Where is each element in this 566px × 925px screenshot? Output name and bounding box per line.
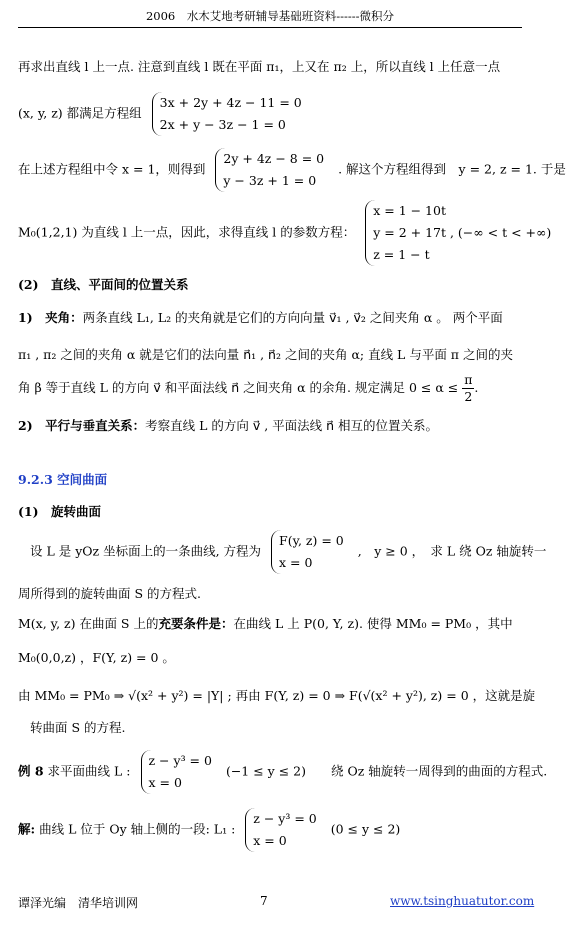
text-span: M₀(1,2,1) 为直线 l 上一点，因此，求得直线 l 的参数方程： bbox=[18, 224, 356, 240]
text-span: 在曲线 L 上 P(0, Y, z). 使得 MM₀ = PM₀ ，其中 bbox=[233, 616, 513, 631]
text-span: 曲线 L 位于 Oy 轴上侧的一段: L₁ : bbox=[39, 821, 236, 837]
equation: 3x + 2y + 4z − 11 = 0 bbox=[159, 95, 302, 110]
fraction bbox=[462, 372, 474, 405]
text-line bbox=[18, 148, 566, 192]
page-number: 7 bbox=[260, 894, 268, 908]
text-line: π₁ , π₂ 之间的夹角 α 就是它们的法向量 n⃗₁ , n⃗₂ 之间的夹角 α; 直线 L 与平面 π 之间的夹 bbox=[18, 347, 513, 362]
equation-system bbox=[245, 808, 320, 852]
text-line bbox=[18, 808, 400, 852]
solution-label: 解: bbox=[18, 821, 36, 837]
text-span: M(x, y, z) 在曲面 S 上的 bbox=[18, 616, 159, 631]
subsection-heading: (2) 直线、平面间的位置关系 bbox=[18, 277, 189, 292]
equation: y − 3z + 1 = 0 bbox=[223, 173, 317, 188]
equation: y = 2 + 17t , (−∞ < t < +∞) bbox=[373, 225, 552, 240]
equation-system bbox=[141, 750, 216, 794]
item-number: 1) bbox=[18, 310, 46, 325]
equation: x = 0 bbox=[279, 555, 313, 570]
text-span: 考察直线 L 的方向 v⃗ , 平面法线 n⃗ 相互的位置关系。 bbox=[145, 418, 439, 433]
text-span: , y ≥ 0 ， 求 L 绕 Oz 轴旋转一 bbox=[357, 543, 547, 559]
equation: x = 0 bbox=[253, 833, 287, 848]
text-span: . 解这个方程组得到 y = 2, z = 1. 于是 bbox=[338, 161, 566, 177]
text-span: 在上述方程组中令 x = 1，则得到 bbox=[18, 161, 206, 177]
text-span: 设 L 是 yOz 坐标面上的一条曲线, 方程为 bbox=[30, 543, 262, 559]
text-span: 两条直线 L₁, L₂ 的夹角就是它们的方向向量 v⃗₁ , v⃗₂ 之间夹角 α 。 两个平面 bbox=[82, 310, 503, 325]
equation: 2y + 4z − 8 = 0 bbox=[223, 151, 325, 166]
text-line: 转曲面 S 的方程. bbox=[30, 720, 126, 735]
text-span: . bbox=[474, 380, 479, 395]
equation: 2x + y − 3z − 1 = 0 bbox=[159, 117, 286, 132]
text-line bbox=[18, 750, 547, 794]
equation-system bbox=[152, 92, 306, 136]
text-line bbox=[30, 530, 546, 574]
item-title: 夹角： bbox=[45, 310, 83, 325]
emphasis: 充要条件是： bbox=[158, 616, 234, 631]
footer-credit: 谭泽光编 清华培训网 bbox=[18, 896, 139, 910]
text-line bbox=[18, 92, 312, 136]
text-line bbox=[18, 308, 503, 326]
text-span: (0 ≤ y ≤ 2) bbox=[330, 821, 401, 837]
section-heading: 9.2.3 空间曲面 bbox=[18, 472, 108, 487]
text-line: M₀(0,0,z) ，F(Y, z) = 0 。 bbox=[18, 650, 175, 665]
equation: x = 1 − 10t bbox=[373, 203, 446, 218]
fraction-numerator: π bbox=[464, 372, 473, 387]
equation: z = 1 − t bbox=[373, 247, 430, 262]
equation: z − y³ = 0 bbox=[253, 811, 317, 826]
subsection-heading: (1) 旋转曲面 bbox=[18, 504, 102, 519]
equation: F(y, z) = 0 bbox=[279, 533, 344, 548]
text-span: (x, y, z) 都满足方程组 bbox=[18, 105, 142, 121]
text-line: 由 MM₀ = PM₀ ⇒ √(x² + y²) = |Y| ; 再由 F(Y, z) = 0 ⇒ F(√(x² + y²), z) = 0 ，这就是旋 bbox=[18, 688, 536, 703]
header-rule bbox=[18, 27, 522, 28]
item-title: 平行与垂直关系： bbox=[45, 418, 146, 433]
equation-system bbox=[271, 530, 348, 574]
text-line bbox=[18, 614, 513, 632]
equation-system bbox=[215, 148, 328, 192]
text-span: 求平面曲线 L : bbox=[47, 763, 131, 779]
item-number: 2) bbox=[18, 418, 46, 433]
equation: x = 0 bbox=[148, 775, 182, 790]
text-line bbox=[18, 416, 438, 434]
example-label: 例 8 bbox=[18, 763, 44, 779]
text-line bbox=[18, 200, 561, 266]
text-line: 周所得到的旋转曲面 S 的方程式. bbox=[18, 586, 201, 601]
page-header: 2006 水木艾地考研辅导基础班资料------微积分 bbox=[145, 9, 395, 23]
fraction-denominator: 2 bbox=[464, 389, 473, 404]
text-span: 角 β 等于直线 L 的方向 v⃗ 和平面法线 n⃗ 之间夹角 α 的余角. 规定满足 0 ≤ α ≤ bbox=[18, 380, 459, 395]
text-line bbox=[18, 372, 478, 405]
footer-link[interactable]: www.tsinghuatutor.com bbox=[390, 894, 535, 908]
equation-system bbox=[365, 200, 555, 266]
text-line: 再求出直线 l 上一点. 注意到直线 l 既在平面 π₁，上又在 π₂ 上，所以直线 l 上任意一点 bbox=[18, 59, 501, 74]
text-span: (−1 ≤ y ≤ 2) 绕 Oz 轴旋转一周得到的曲面的方程式. bbox=[225, 763, 548, 779]
equation: z − y³ = 0 bbox=[148, 753, 212, 768]
